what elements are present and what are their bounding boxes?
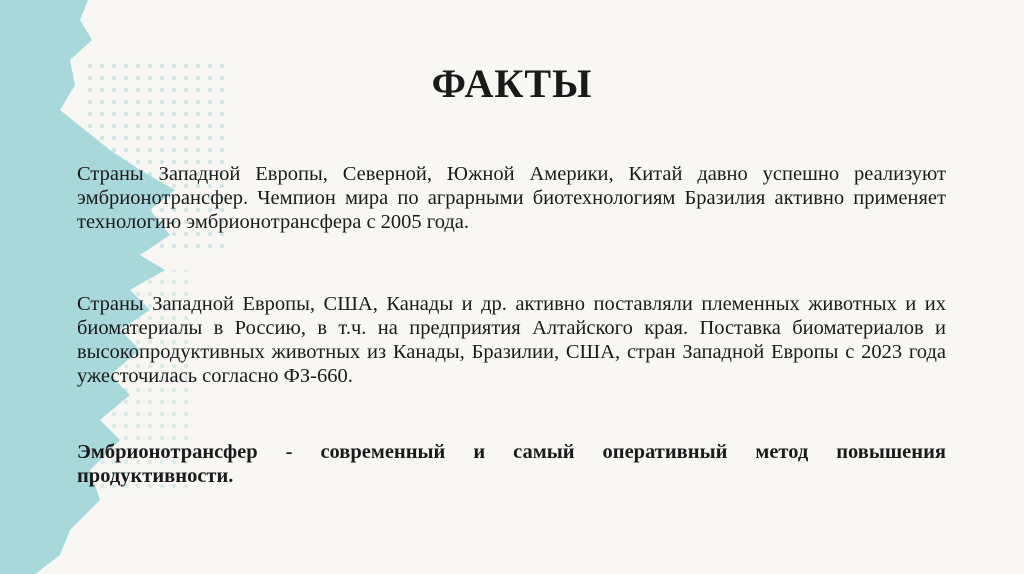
paragraph-supplies-restrictions: Страны Западной Европы, США, Канады и др. активно поставляли племенных животных и их биоматериалы в Россию, в т.ч. на предприятия Алтайского края. Поставка биоматериалов и высокопродуктивных животных из Канады, Бразилии, США, стран Западной Европы с 2023 года ужесточилась согласно ФЗ-660.	[77, 293, 946, 387]
paragraph-conclusion: Эмбрионотрансфер - современный и самый оперативный метод повышения продуктивности.	[77, 441, 946, 487]
paragraph-countries-embryo-transfer: Страны Западной Европы, Северной, Южной Америки, Китай давно успешно реализуют эмбрионотрансфер. Чемпион мира по аграрными биотехнологиям Бразилия активно применяет технологию эмбрионотрансфера с 2005 года.	[77, 163, 946, 233]
slide-title: ФАКТЫ	[431, 61, 593, 106]
